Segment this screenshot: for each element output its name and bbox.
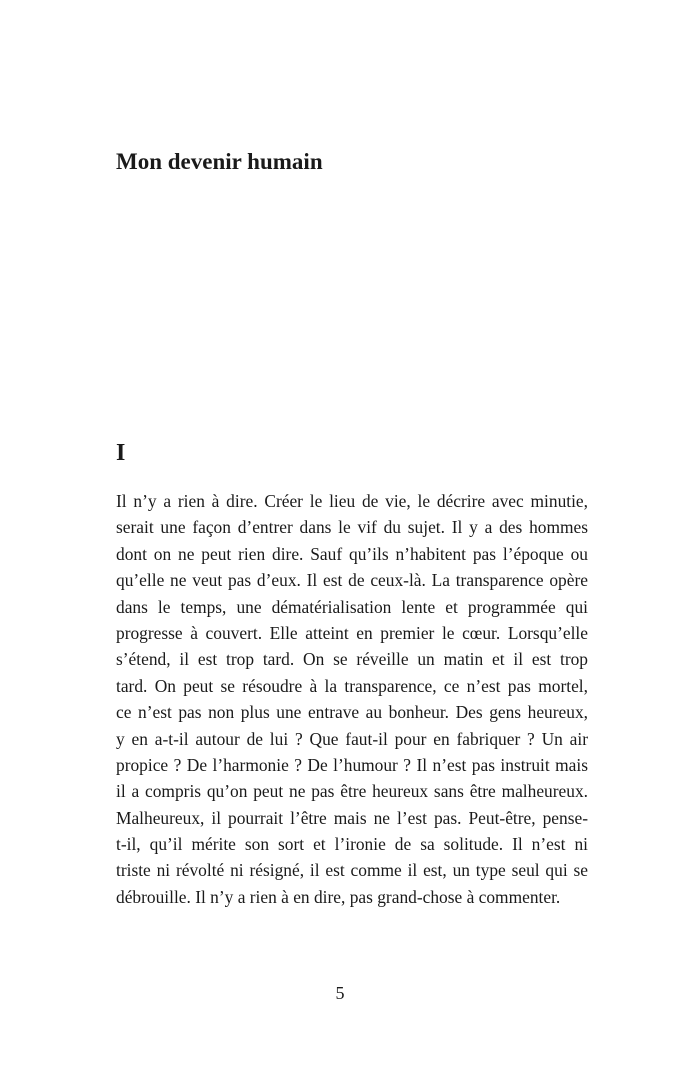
text-line: Il n’y a rien à dire. Créer le lieu de vie, le décrire avec minutie,	[116, 491, 588, 511]
text-line: qu’elle ne veut pas d’eux. Il est de ceux-là. La transparence opère	[116, 570, 588, 591]
text-line: t-il, qu’il mérite son sort et l’ironie de sa solitude. Il n’est ni	[116, 834, 588, 855]
text-line: serait une façon d’entrer dans le vif du sujet. Il y a des hommes	[116, 517, 588, 538]
body-paragraph	[116, 488, 588, 910]
text-line: y en a-t-il autour de lui ? Que faut-il pour en fabriquer ? Un air	[116, 728, 588, 749]
text-line: débrouille. Il n’y a rien à en dire, pas grand-chose à commenter.	[116, 886, 561, 907]
text-line: progresse à couvert. Elle atteint en premier le cœur. Lorsqu’elle	[116, 622, 588, 643]
text-line: dont on ne peut rien dire. Sauf qu’ils n’habitent pas l’époque ou	[116, 543, 588, 564]
text-line: il a compris qu’on peut ne pas être heureux sans être malheureux.	[116, 781, 588, 802]
text-line: s’étend, il est trop tard. On se réveille un matin et il est trop	[116, 649, 588, 670]
text-line: tard. On peut se résoudre à la transparence, ce n’est pas mortel,	[116, 675, 588, 696]
text-line: propice ? De l’harmonie ? De l’humour ? Il n’est pas instruit mais	[116, 754, 588, 775]
text-line: Malheureux, il pourrait l’être mais ne l’est pas. Peut-être, pense-	[116, 807, 588, 828]
page-title: Mon devenir humain	[116, 149, 323, 174]
chapter-number: I	[116, 440, 126, 466]
page-number: 5	[335, 983, 345, 1003]
text-line: dans le temps, une dématérialisation lente et programmée qui	[116, 596, 588, 617]
text-line: triste ni révolté ni résigné, il est comme il est, un type seul qui se	[116, 860, 588, 881]
text-line: ce n’est pas non plus une entrave au bonheur. Des gens heureux,	[116, 702, 588, 723]
